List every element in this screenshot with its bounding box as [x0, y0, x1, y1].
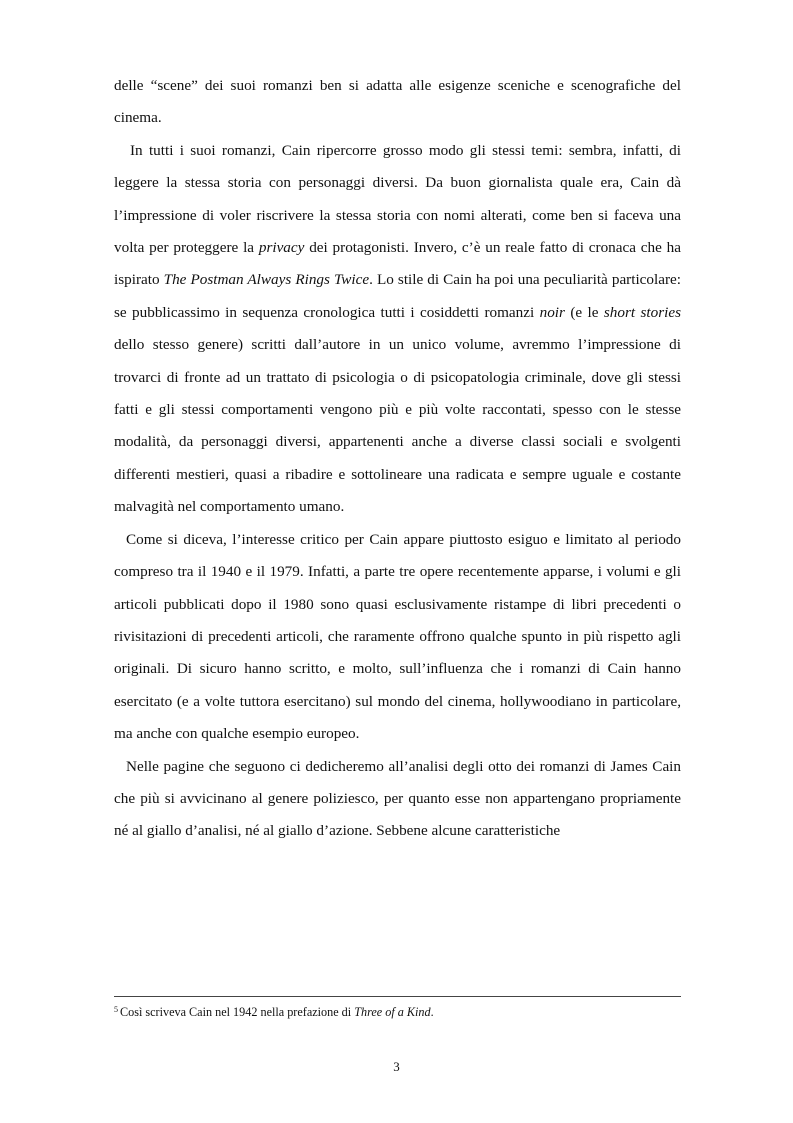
paragraph-3 — [114, 524, 681, 751]
italic-title: The Postman Always Rings Twice — [163, 271, 370, 289]
text-run: dei protagonisti. Invero, c’è un reale fatto di cronaca che ha ispirato — [114, 239, 681, 289]
italic-term: privacy — [258, 239, 305, 257]
text-run: In tutti i suoi romanzi, Cain ripercorre grosso modo gli stessi temi: sembra, infatti, di leggere la stessa storia con personaggi diversi. Da buon giornalista quale era, Cain dà l’impressione di voler riscrivere la stessa storia con nomi alterati, come ben si faceva una volta per proteggere la — [114, 141, 681, 257]
text-run: (e le — [564, 303, 604, 321]
footnote — [114, 1002, 681, 1020]
italic-term: noir — [539, 303, 565, 321]
page-number: 3 — [393, 1059, 400, 1074]
footnote-divider — [114, 996, 681, 997]
paragraph-2 — [114, 135, 681, 524]
text-run: . Lo stile di Cain ha poi una peculiarità particolare: se pubblicassimo in sequenza cronologica tutti i cosiddetti romanzi — [114, 271, 681, 321]
italic-term: short stories — [603, 303, 682, 321]
footnote-number: 5 — [114, 1005, 118, 1014]
text-run: Nelle pagine che seguono ci dedicheremo all’analisi degli otto dei romanzi di James Cain che più si avvicinano al genere poliziesco, per quanto esse non appartengano propriamente né al giallo d’analisi, né al giallo d’azione. Sebbene alcune caratteristiche — [114, 757, 681, 840]
text-run: Come si diceva, l’interesse critico per Cain appare piuttosto esiguo e limitato al periodo compreso tra il 1940 e il 1979. Infatti, a parte tre opere recentemente apparse, i volumi e gli articoli pubblicati dopo il 1980 sono quasi esclusivamente ristampe di libri precedenti o rivisitazioni di precedenti articoli, che raramente offrono qualche spunto in più rispetto agli originali. Di sicuro hanno scritto, e molto, sull’influenza che i romanzi di Cain hanno esercitato (e a volte tuttora esercitano) sul mondo del cinema, hollywoodiano in particolare, ma anche con qualche esempio europeo. — [114, 530, 681, 743]
footnote-text-end: . — [430, 1005, 434, 1019]
text-run: dello stesso genere) scritti dall’autore in un unico volume, avremmo l’impressione di trovarci di fronte ad un trattato di psicologia o di psicopatologia criminale, dove gli stessi fatti e gli stessi comportamenti vengono più e più volte raccontati, spesso con le stesse modalità, da personaggi diversi, appartenenti anche a diverse classi sociali e svolgenti differenti mestieri, quasi a ribadire e sottolineare una radicata e sempre uguale e costante malvagità nel comportamento umano. — [114, 336, 681, 516]
text-run: delle “scene” dei suoi romanzi ben si adatta alle esigenze sceniche e scenografiche del cinema. — [114, 77, 681, 127]
paragraph-4 — [114, 751, 681, 848]
footnote-title: Three of a Kind — [354, 1005, 431, 1019]
body-text — [114, 70, 681, 848]
footnote-text: Così scriveva Cain nel 1942 nella prefazione di — [120, 1005, 355, 1019]
paragraph-1 — [114, 70, 681, 135]
